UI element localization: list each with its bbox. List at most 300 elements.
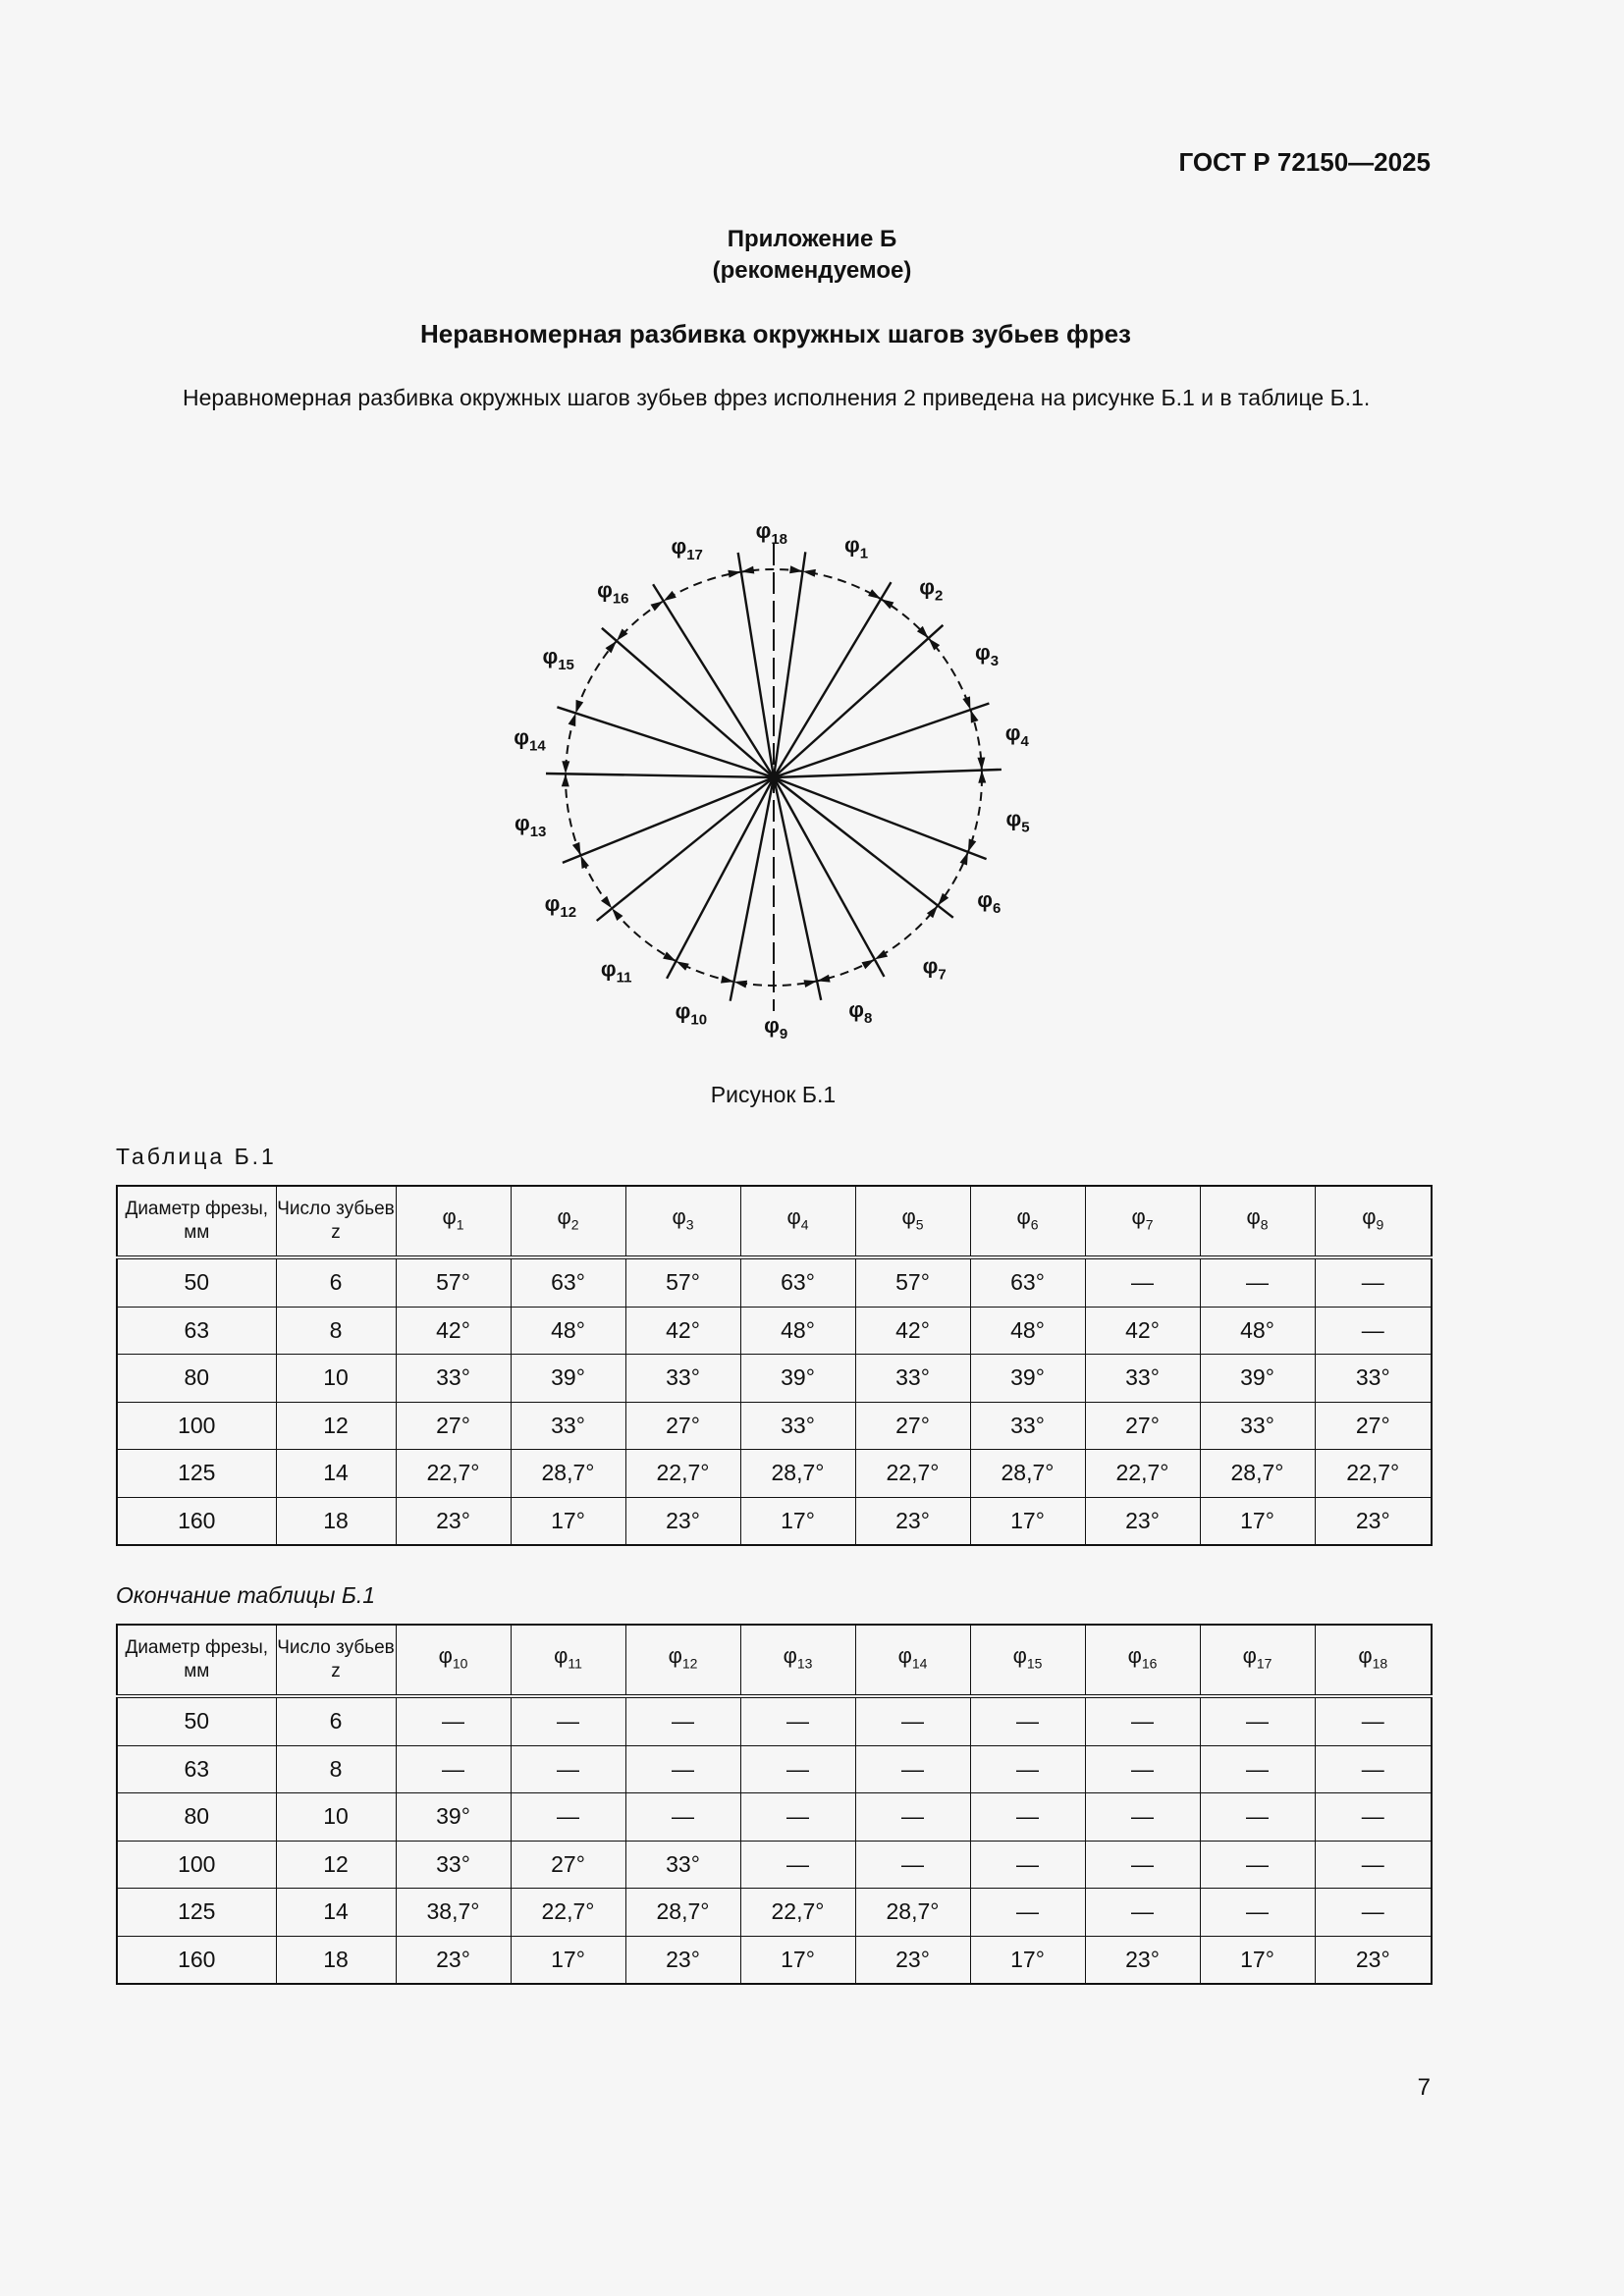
phi-symbol: φ <box>542 643 559 668</box>
cell-angle: 22,7° <box>511 1889 625 1937</box>
cell-angle: 22,7° <box>396 1450 511 1498</box>
dimension-arrowhead <box>868 589 881 599</box>
cell-diameter: 100 <box>117 1402 276 1450</box>
cell-angle: — <box>1085 1841 1200 1889</box>
phi-index: 8 <box>1260 1216 1269 1233</box>
cell-angle: — <box>1200 1745 1315 1793</box>
tooth-ray <box>546 774 774 777</box>
dimension-arrowhead <box>651 601 664 611</box>
phi-symbol: φ <box>977 887 994 913</box>
cell-angle: 17° <box>740 1497 855 1545</box>
cell-angle: 27° <box>511 1841 625 1889</box>
cell-angle: 28,7° <box>511 1450 625 1498</box>
phi-symbol: $\varphi_8$ <box>1246 1204 1269 1233</box>
cell-teeth: 14 <box>276 1889 396 1937</box>
dimension-arrowhead <box>572 842 581 856</box>
cell-teeth: 12 <box>276 1402 396 1450</box>
cell-teeth: 12 <box>276 1841 396 1889</box>
cell-angle: — <box>1200 1793 1315 1842</box>
cell-angle: 33° <box>625 1355 740 1403</box>
cell-angle: 33° <box>1200 1402 1315 1450</box>
phi-index: 6 <box>993 900 1001 918</box>
col-header-phi-10 <box>396 1625 511 1696</box>
phi-symbol: φ <box>975 640 991 666</box>
phi-symbol: φ <box>514 724 530 750</box>
col-header-phi-13 <box>740 1625 855 1696</box>
angle-label-phi-8 <box>848 997 872 1027</box>
cell-angle: 17° <box>1200 1936 1315 1984</box>
phi-symbol: φ <box>600 956 617 982</box>
phi-symbol: φ <box>844 532 860 558</box>
phi-index: 14 <box>529 737 546 755</box>
phi-symbol: φ <box>919 574 936 600</box>
tooth-ray <box>602 628 774 777</box>
cell-angle: — <box>511 1696 625 1745</box>
tooth-ray <box>731 777 774 1001</box>
angle-label-phi-16 <box>597 577 628 607</box>
phi-symbol: φ <box>848 997 865 1022</box>
cell-angle: 23° <box>1085 1497 1200 1545</box>
cell-angle: — <box>396 1696 511 1745</box>
phi-index: 10 <box>690 1011 708 1029</box>
cell-angle: 17° <box>970 1497 1085 1545</box>
cell-angle: 23° <box>625 1497 740 1545</box>
cell-angle: 42° <box>396 1307 511 1355</box>
cell-angle: 27° <box>1085 1402 1200 1450</box>
angle-label-phi-14 <box>514 724 546 754</box>
cell-angle: — <box>970 1745 1085 1793</box>
phi-index: 4 <box>1020 733 1029 751</box>
phi-symbol: $\varphi_5$ <box>901 1204 924 1233</box>
cell-angle: 63° <box>740 1257 855 1307</box>
cell-angle: — <box>1315 1841 1432 1889</box>
phi-index: 14 <box>911 1655 928 1672</box>
cell-angle: — <box>1200 1841 1315 1889</box>
cell-angle: — <box>855 1696 970 1745</box>
dimension-arrowhead <box>568 714 576 727</box>
cell-diameter: 160 <box>117 1936 276 1984</box>
phi-index: 12 <box>560 903 577 921</box>
angle-label-phi-11 <box>601 956 632 986</box>
cell-angle: 42° <box>625 1307 740 1355</box>
col-header-phi-3 <box>625 1186 740 1257</box>
cell-angle: 33° <box>1315 1355 1432 1403</box>
cell-angle: — <box>855 1793 970 1842</box>
cell-diameter: 63 <box>117 1307 276 1355</box>
angle-label-phi-3 <box>975 640 999 669</box>
phi-symbol: φ <box>922 953 939 979</box>
tooth-ray <box>557 707 774 777</box>
phi-index: 9 <box>1376 1216 1384 1233</box>
cell-angle: — <box>740 1841 855 1889</box>
col-header-phi-5 <box>855 1186 970 1257</box>
phi-symbol: φ <box>597 577 613 603</box>
tooth-ray <box>738 553 774 777</box>
angle-label-phi-12 <box>545 891 576 921</box>
cell-diameter: 125 <box>117 1889 276 1937</box>
phi-symbol: $\varphi_{18}$ <box>1358 1643 1388 1672</box>
cell-angle: 48° <box>740 1307 855 1355</box>
body-paragraph: Неравномерная разбивка окружных шагов зубьев фрез исполнения 2 приведена на рисунке Б.1 и в таблице Б.1. <box>183 385 1371 410</box>
cell-angle: 17° <box>740 1936 855 1984</box>
cell-angle: — <box>1085 1257 1200 1307</box>
cell-diameter: 63 <box>117 1745 276 1793</box>
col-header-phi-16 <box>1085 1625 1200 1696</box>
cell-teeth: 10 <box>276 1793 396 1842</box>
dimension-arrowhead <box>978 771 986 783</box>
phi-symbol: φ <box>1005 806 1022 831</box>
cell-angle: 33° <box>970 1402 1085 1450</box>
dimension-arrowhead <box>875 950 888 960</box>
cell-angle: 39° <box>740 1355 855 1403</box>
cell-angle: 23° <box>855 1936 970 1984</box>
cell-angle: 27° <box>396 1402 511 1450</box>
cell-angle: — <box>970 1889 1085 1937</box>
phi-symbol: $\varphi_{13}$ <box>783 1643 813 1672</box>
cell-teeth: 8 <box>276 1307 396 1355</box>
phi-index: 15 <box>1026 1655 1043 1672</box>
cell-angle: 39° <box>970 1355 1085 1403</box>
cell-diameter: 125 <box>117 1450 276 1498</box>
cell-angle: 23° <box>1315 1936 1432 1984</box>
cell-angle: — <box>1085 1745 1200 1793</box>
cell-angle: — <box>740 1793 855 1842</box>
cell-angle: 33° <box>625 1841 740 1889</box>
figure-caption: Рисунок Б.1 <box>710 1082 837 1107</box>
cell-angle: 17° <box>511 1497 625 1545</box>
phi-index: 1 <box>859 545 869 562</box>
col-header-phi-14 <box>855 1625 970 1696</box>
phi-index: 17 <box>686 547 703 563</box>
cell-angle: 33° <box>1085 1355 1200 1403</box>
phi-index: 13 <box>796 1655 813 1672</box>
phi-symbol: $\varphi_{15}$ <box>1012 1643 1043 1672</box>
cell-angle: — <box>1085 1889 1200 1937</box>
cell-angle: 23° <box>1085 1936 1200 1984</box>
dimension-arrowhead <box>612 908 623 921</box>
phi-index: 16 <box>1141 1655 1158 1672</box>
phi-index: 11 <box>616 969 632 987</box>
phi-index: 8 <box>864 1010 873 1027</box>
angle-label-phi-17 <box>671 534 702 563</box>
phi-index: 6 <box>1030 1216 1039 1233</box>
tooth-ray <box>774 777 987 859</box>
dimension-arrowhead <box>938 893 948 906</box>
angle-label-phi-10 <box>676 999 707 1029</box>
tooth-angle-table-continued <box>116 1624 1433 1985</box>
cell-angle: 28,7° <box>1200 1450 1315 1498</box>
angle-label-phi-13 <box>514 811 546 840</box>
cell-angle: 22,7° <box>1085 1450 1200 1498</box>
cell-angle: — <box>1315 1696 1432 1745</box>
angle-label-phi-2 <box>919 575 943 605</box>
cell-angle: — <box>970 1841 1085 1889</box>
cell-angle: 17° <box>511 1936 625 1984</box>
cell-angle: — <box>970 1793 1085 1842</box>
phi-index: 3 <box>990 653 1000 670</box>
cell-diameter: 160 <box>117 1497 276 1545</box>
table-continuation-caption: Окончание таблицы Б.1 <box>116 1582 376 1608</box>
tooth-ray <box>774 777 821 1000</box>
phi-index: 2 <box>570 1216 579 1233</box>
phi-index: 15 <box>558 656 574 673</box>
phi-index: 18 <box>1372 1655 1388 1672</box>
cell-angle: 63° <box>511 1257 625 1307</box>
cell-angle: 22,7° <box>740 1889 855 1937</box>
col-header-teeth: Число зубьев z <box>276 1625 396 1696</box>
dimension-arrowhead <box>664 591 677 601</box>
cell-angle: 22,7° <box>855 1450 970 1498</box>
cell-angle: — <box>740 1696 855 1745</box>
cell-angle: — <box>855 1841 970 1889</box>
cell-angle: 23° <box>855 1497 970 1545</box>
cell-angle: 27° <box>625 1402 740 1450</box>
cell-angle: 33° <box>740 1402 855 1450</box>
appendix-title: Приложение Б <box>727 226 897 252</box>
cell-angle: — <box>740 1745 855 1793</box>
tooth-ray <box>597 777 774 921</box>
col-header-phi-12 <box>625 1625 740 1696</box>
dimension-arrowhead <box>862 959 875 969</box>
phi-index: 10 <box>452 1655 468 1672</box>
table-row <box>117 1745 1432 1793</box>
table-row <box>117 1696 1432 1745</box>
dimension-arrowhead <box>962 696 970 710</box>
dimension-arrowhead <box>734 981 748 988</box>
table-caption: Таблица Б.1 <box>116 1144 277 1169</box>
phi-index: 16 <box>612 590 629 608</box>
phi-index: 5 <box>1021 819 1030 836</box>
cell-angle: 39° <box>396 1793 511 1842</box>
phi-symbol: $\varphi_{16}$ <box>1127 1643 1158 1672</box>
phi-symbol: $\varphi_{14}$ <box>897 1643 928 1672</box>
phi-index: 7 <box>1145 1216 1154 1233</box>
cell-angle: — <box>1315 1745 1432 1793</box>
dimension-arrowhead <box>817 975 831 983</box>
angle-label-phi-5 <box>1005 807 1029 836</box>
col-header-phi-2 <box>511 1186 625 1257</box>
col-header-phi-4 <box>740 1186 855 1257</box>
tooth-ray <box>667 777 774 979</box>
cell-angle: 63° <box>970 1257 1085 1307</box>
diagram-geometry <box>546 544 1001 1011</box>
table-row <box>117 1355 1432 1403</box>
tooth-ray <box>563 777 774 863</box>
phi-symbol: $\varphi_6$ <box>1016 1204 1039 1233</box>
cell-angle: — <box>1085 1696 1200 1745</box>
angle-label-phi-15 <box>542 644 573 673</box>
cell-angle: 48° <box>970 1307 1085 1355</box>
cell-angle: — <box>396 1745 511 1793</box>
dimension-arrowhead <box>804 980 818 988</box>
cell-angle: 28,7° <box>625 1889 740 1937</box>
angle-label-phi-4 <box>1005 721 1030 750</box>
tooth-ray <box>774 552 805 777</box>
cell-angle: 27° <box>1315 1402 1432 1450</box>
phi-symbol: φ <box>514 810 530 835</box>
phi-index: 11 <box>568 1655 582 1672</box>
cell-angle: 28,7° <box>740 1450 855 1498</box>
cell-teeth: 6 <box>276 1696 396 1745</box>
phi-index: 12 <box>681 1655 698 1672</box>
appendix-subtitle: (рекомендуемое) <box>712 257 912 284</box>
cell-angle: — <box>1200 1889 1315 1937</box>
center-point <box>768 772 780 783</box>
table-row <box>117 1402 1432 1450</box>
cell-angle: — <box>511 1793 625 1842</box>
cell-angle: 23° <box>396 1936 511 1984</box>
dimension-arrowhead <box>970 710 978 723</box>
table-row <box>117 1793 1432 1842</box>
dimension-arrowhead <box>663 952 676 962</box>
phi-index: 17 <box>1256 1655 1272 1672</box>
document-code: ГОСТ Р 72150—2025 <box>1178 147 1431 177</box>
cell-angle: 57° <box>396 1257 511 1307</box>
cell-angle: 17° <box>970 1936 1085 1984</box>
table-row <box>117 1841 1432 1889</box>
dimension-arrowhead <box>881 599 893 609</box>
section-title: Неравномерная разбивка окружных шагов зубьев фрез <box>419 319 1131 348</box>
col-header-phi-15 <box>970 1625 1085 1696</box>
tooth-ray <box>774 777 885 977</box>
phi-index: 4 <box>800 1216 809 1233</box>
cell-angle: — <box>1315 1307 1432 1355</box>
cell-angle: — <box>625 1696 740 1745</box>
cell-angle: — <box>1200 1696 1315 1745</box>
cell-angle: 33° <box>511 1402 625 1450</box>
tooth-ray <box>774 582 892 777</box>
cell-diameter: 80 <box>117 1793 276 1842</box>
table-row <box>117 1889 1432 1937</box>
phi-symbol: $\varphi_{17}$ <box>1242 1643 1272 1672</box>
cell-angle: — <box>1200 1257 1315 1307</box>
cell-angle: 39° <box>511 1355 625 1403</box>
col-header-phi-9 <box>1315 1186 1432 1257</box>
cell-angle: 23° <box>396 1497 511 1545</box>
cell-angle: — <box>1315 1257 1432 1307</box>
cell-angle: 27° <box>855 1402 970 1450</box>
phi-symbol: $\varphi_1$ <box>442 1204 464 1233</box>
table-row <box>117 1497 1432 1545</box>
page-number: 7 <box>1417 2074 1431 2101</box>
cell-angle: 33° <box>396 1355 511 1403</box>
dimension-arrowhead <box>977 758 985 771</box>
cell-angle: — <box>625 1745 740 1793</box>
table-header-row <box>117 1625 1432 1696</box>
phi-symbol: φ <box>764 1013 780 1038</box>
cell-angle: — <box>1315 1889 1432 1937</box>
cell-angle: 57° <box>625 1257 740 1307</box>
cell-angle: 23° <box>625 1936 740 1984</box>
cell-angle: 33° <box>855 1355 970 1403</box>
phi-symbol: $\varphi_7$ <box>1131 1204 1154 1233</box>
tooth-ray <box>653 584 774 777</box>
cell-angle: 39° <box>1200 1355 1315 1403</box>
cell-angle: 48° <box>511 1307 625 1355</box>
cell-diameter: 50 <box>117 1696 276 1745</box>
phi-index: 1 <box>456 1216 464 1233</box>
angle-label-phi-1 <box>844 533 868 562</box>
cell-angle: 38,7° <box>396 1889 511 1937</box>
col-header-diameter: Диаметр фрезы, мм <box>117 1625 276 1696</box>
cell-angle: — <box>970 1696 1085 1745</box>
dimension-arrowhead <box>960 852 968 866</box>
cell-angle: 42° <box>1085 1307 1200 1355</box>
dimension-arrowhead <box>575 700 583 714</box>
cell-teeth: 18 <box>276 1936 396 1984</box>
cell-angle: — <box>855 1745 970 1793</box>
cell-teeth: 6 <box>276 1257 396 1307</box>
cell-angle: — <box>1085 1793 1200 1842</box>
phi-symbol: φ <box>544 890 561 916</box>
col-header-phi-11 <box>511 1625 625 1696</box>
cell-angle: 22,7° <box>625 1450 740 1498</box>
table-row <box>117 1936 1432 1984</box>
phi-index: 7 <box>938 966 947 984</box>
cell-teeth: 10 <box>276 1355 396 1403</box>
table-header-row <box>117 1186 1432 1257</box>
cell-angle: — <box>625 1793 740 1842</box>
cell-angle: 22,7° <box>1315 1450 1432 1498</box>
dimension-arrowhead <box>803 569 816 577</box>
phi-symbol: $\varphi_{11}$ <box>554 1643 582 1672</box>
dimension-arrowhead <box>562 774 569 786</box>
angle-label-phi-7 <box>923 954 947 984</box>
tooth-ray <box>774 777 953 918</box>
angle-label-phi-6 <box>977 887 1001 917</box>
table-row <box>117 1450 1432 1498</box>
col-header-phi-17 <box>1200 1625 1315 1696</box>
angle-label-phi-9 <box>764 1013 787 1042</box>
table-row <box>117 1257 1432 1307</box>
col-header-phi-8 <box>1200 1186 1315 1257</box>
phi-symbol: $\varphi_3$ <box>672 1204 694 1233</box>
cell-diameter: 100 <box>117 1841 276 1889</box>
dimension-arrowhead <box>677 961 689 971</box>
cell-angle: 23° <box>1315 1497 1432 1545</box>
col-header-teeth: Число зубьев z <box>276 1186 396 1257</box>
phi-symbol: $\varphi_9$ <box>1362 1204 1384 1233</box>
phi-symbol: $\varphi_2$ <box>557 1204 579 1233</box>
phi-index: 13 <box>529 823 547 840</box>
col-header-phi-7 <box>1085 1186 1200 1257</box>
dimension-arrowhead <box>968 838 976 852</box>
cell-angle: 48° <box>1200 1307 1315 1355</box>
phi-symbol: $\varphi_{10}$ <box>438 1643 468 1672</box>
phi-index: 18 <box>771 531 788 548</box>
phi-symbol: $\varphi_{12}$ <box>668 1643 698 1672</box>
phi-index: 9 <box>779 1026 788 1042</box>
phi-index: 3 <box>685 1216 694 1233</box>
phi-symbol: φ <box>671 534 687 559</box>
dimension-arrowhead <box>580 855 589 869</box>
col-header-phi-1 <box>396 1186 511 1257</box>
cell-angle: 33° <box>396 1841 511 1889</box>
tooth-ray <box>774 704 989 778</box>
tooth-ray <box>774 770 1001 777</box>
angle-label-phi-18 <box>756 518 787 548</box>
phi-index: 5 <box>915 1216 924 1233</box>
tooth-angle-table <box>116 1185 1433 1546</box>
dimension-arrowhead <box>601 896 612 909</box>
dimension-arrowhead <box>728 570 740 578</box>
cell-angle: 28,7° <box>855 1889 970 1937</box>
dimension-arrowhead <box>789 565 802 573</box>
table-row <box>117 1307 1432 1355</box>
cell-angle: — <box>1315 1793 1432 1842</box>
cell-teeth: 8 <box>276 1745 396 1793</box>
tooth-pitch-diagram <box>511 510 1041 1042</box>
